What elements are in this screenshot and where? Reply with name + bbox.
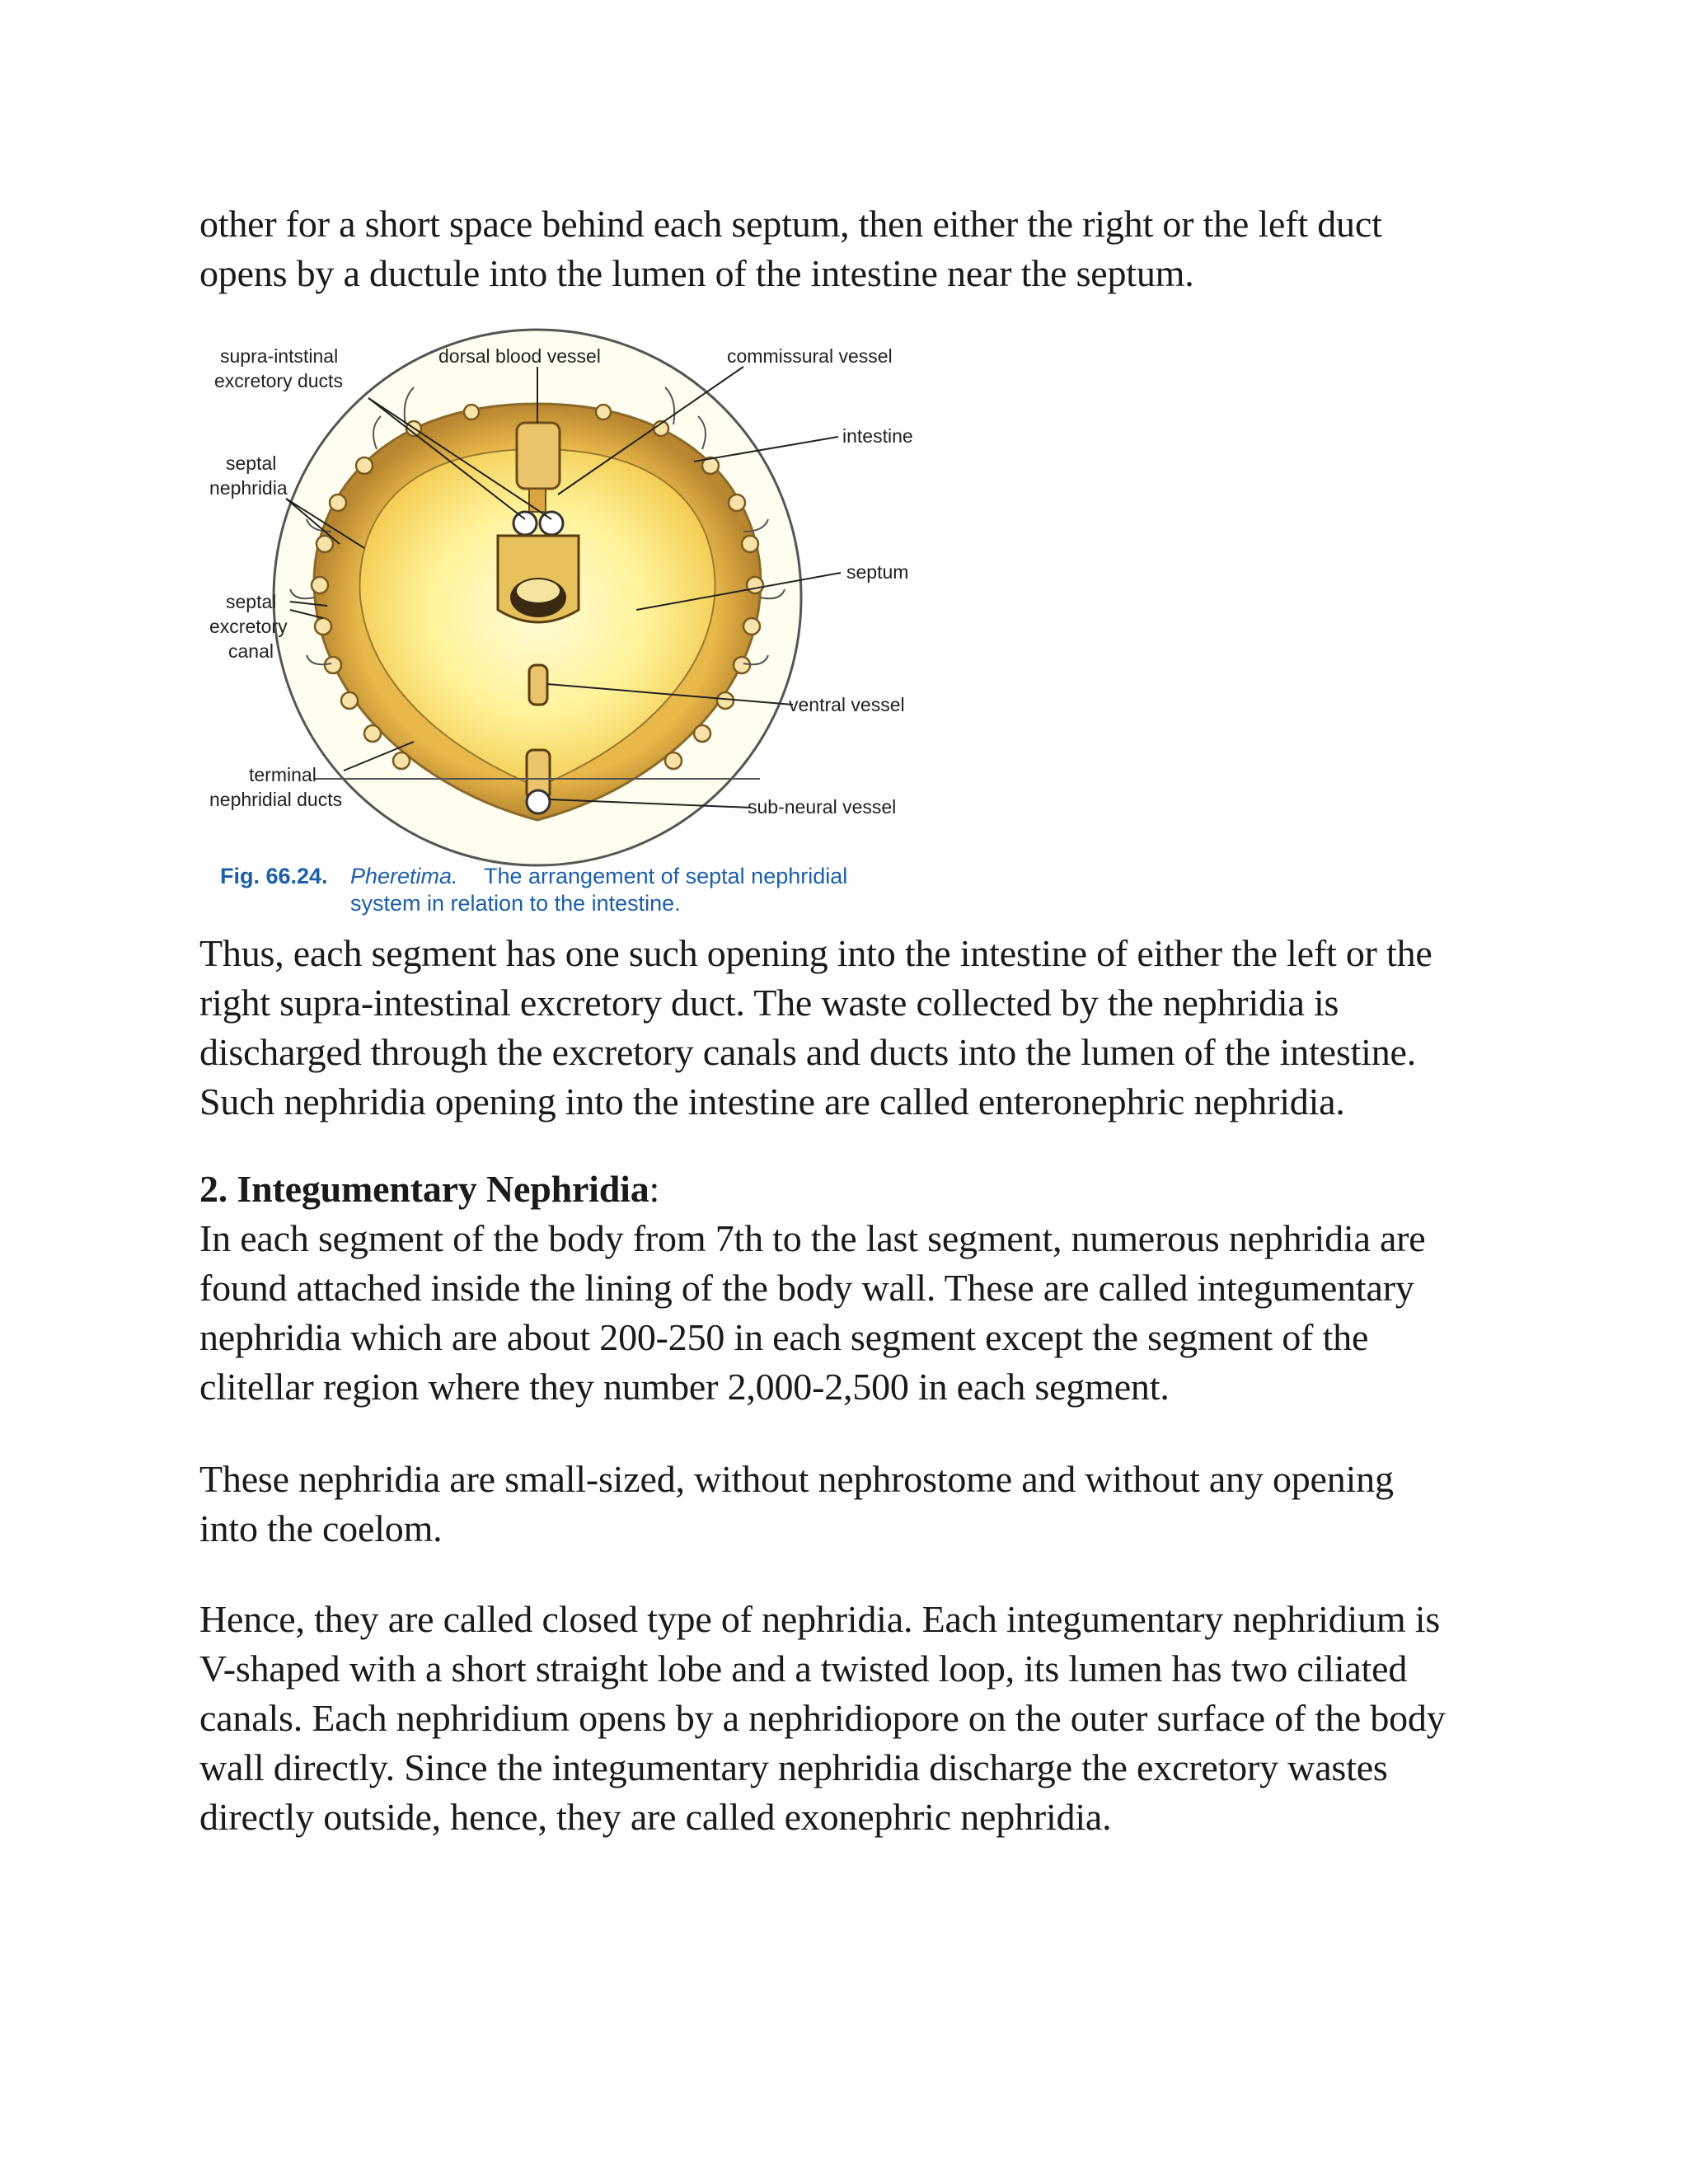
- text-line: clitellar region where they number 2,000-2,500 in each segment.: [199, 1366, 1170, 1408]
- text-line: V-shaped with a short straight lobe and a twisted loop, its lumen has two ciliated: [199, 1647, 1408, 1690]
- ventral-vessel: [529, 665, 547, 705]
- label-sub-neural-vessel: sub-neural vessel: [748, 796, 897, 818]
- heading-colon: :: [649, 1168, 660, 1210]
- text-line: wall directly. Since the integumentary nephridia discharge the excretory wastes: [199, 1746, 1388, 1788]
- caption-genus: Pheretima.: [350, 864, 458, 888]
- label-terminal: terminal: [249, 764, 316, 785]
- label-supra-intestinal: supra-intstinal: [220, 345, 339, 367]
- text-line: These nephridia are small-sized, without nephrostome and without any opening: [199, 1458, 1394, 1500]
- label-intestine: intestine: [842, 425, 913, 447]
- label-septal-nephridia-1: septal: [226, 452, 277, 474]
- label-ventral-vessel: ventral vessel: [789, 694, 905, 715]
- text-line: found attached inside the lining of the body wall. These are called integumentary: [199, 1267, 1414, 1309]
- label-septal-canal-3: canal: [228, 640, 274, 662]
- typhlosole: [517, 579, 560, 602]
- text-line: other for a short space behind each septum, then either the right or the left duct: [199, 203, 1382, 245]
- nerve-cord: [527, 790, 550, 813]
- label-septal-nephridia-2: nephridia: [209, 477, 288, 499]
- text-line: right supra-intestinal excretory duct. The waste collected by the nephridia is: [199, 982, 1339, 1024]
- label-septal-canal-1: septal: [226, 591, 277, 612]
- text-line: Thus, each segment has one such opening into the intestine of either the left or the: [199, 932, 1432, 974]
- text-line: In each segment of the body from 7th to the last segment, numerous nephridia are: [199, 1217, 1426, 1259]
- label-nephridial-ducts: nephridial ducts: [209, 789, 343, 810]
- label-septum: septum: [846, 561, 909, 583]
- caption-line-2: system in relation to the intestine.: [350, 891, 681, 916]
- section-integumentary: [199, 1165, 1502, 1412]
- label-septal-canal-2: excretory: [209, 616, 288, 637]
- text-line: nephridia which are about 200-250 in each segment except the segment of the: [199, 1316, 1369, 1358]
- text-line: into the coelom.: [199, 1507, 443, 1549]
- label-commissural-vessel: commissural vessel: [727, 345, 893, 367]
- paragraph-small-sized: [199, 1455, 1502, 1554]
- text-line: Hence, they are called closed type of nephridia. Each integumentary nephridium is: [199, 1598, 1441, 1640]
- label-dorsal-blood-vessel: dorsal blood vessel: [438, 345, 601, 367]
- supra-duct-right: [540, 512, 563, 535]
- text-line: canals. Each nephridium opens by a nephridiopore on the outer surface of the body: [199, 1697, 1446, 1739]
- vessel-connector: [529, 489, 546, 512]
- text-line: discharged through the excretory canals and ducts into the lumen of the intestine.: [199, 1031, 1417, 1073]
- text-line: Such nephridia opening into the intestine are called enteronephric nephridia.: [199, 1080, 1345, 1122]
- text-line: opens by a ductule into the lumen of the intestine near the septum.: [199, 252, 1194, 294]
- septal-nephridia-diagram: [199, 326, 966, 927]
- dorsal-blood-vessel: [517, 423, 560, 489]
- paragraph-exonephric: [199, 1595, 1502, 1842]
- text-line: directly outside, hence, they are called exonephric nephridia.: [199, 1796, 1112, 1838]
- caption-line-1: The arrangement of septal nephridial: [484, 864, 848, 888]
- paragraph-enteronephric: [199, 929, 1502, 1127]
- nephridia-figure: [199, 326, 966, 927]
- label-excretory-ducts: excretory ducts: [214, 370, 343, 391]
- supra-duct-left: [513, 512, 537, 535]
- caption-fig-number: Fig. 66.24.: [220, 864, 328, 888]
- paragraph-intro: [199, 199, 1502, 298]
- section-heading: 2. Integumentary Nephridia: [199, 1168, 649, 1210]
